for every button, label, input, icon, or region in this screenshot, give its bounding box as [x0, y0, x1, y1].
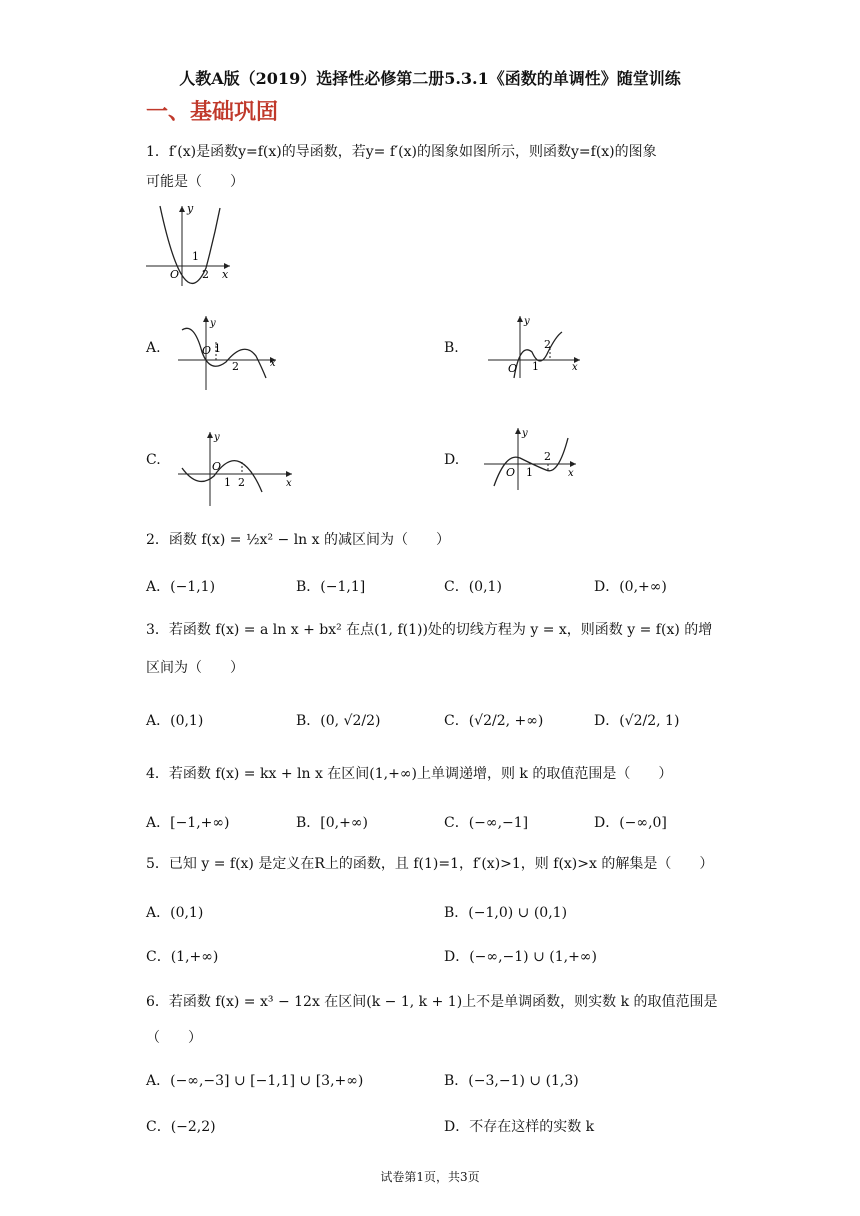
- svg-text:1: 1: [214, 342, 221, 355]
- svg-text:O: O: [506, 466, 516, 479]
- svg-text:2: 2: [232, 360, 239, 373]
- q3-option-d[interactable]: D．(√2/2, 1): [594, 713, 680, 729]
- svg-text:x: x: [270, 358, 276, 369]
- option-d-label[interactable]: D.: [444, 452, 460, 468]
- svg-text:O: O: [202, 344, 212, 357]
- svg-text:O: O: [212, 460, 222, 473]
- q2-option-c[interactable]: C．(0,1): [444, 579, 502, 595]
- option-b-label[interactable]: B.: [444, 340, 459, 356]
- q5-option-b[interactable]: B．(−1,0) ∪ (0,1): [444, 905, 568, 921]
- svg-text:O: O: [508, 362, 518, 375]
- svg-text:2: 2: [238, 476, 245, 489]
- tick-label-2: 2: [202, 268, 209, 281]
- q2-option-b[interactable]: B．(−1,1]: [296, 579, 366, 595]
- axis-y-label: y: [187, 202, 194, 215]
- q5-option-d[interactable]: D．(−∞,−1) ∪ (1,+∞): [444, 949, 597, 965]
- q4-option-a[interactable]: A．[−1,+∞): [146, 815, 230, 831]
- question-5-text: 5．已知 y = f(x) 是定义在R上的函数，且 f(1)=1，f′(x)>1，则 f(x)>x 的解集是（ ）: [146, 856, 714, 872]
- svg-text:x: x: [286, 478, 292, 489]
- question-3-text-cont: 区间为（ ）: [146, 660, 244, 676]
- question-4-text: 4．若函数 f(x) = kx + ln x 在区间(1,+∞)上单调递增，则 k 的取值范围是（ ）: [146, 766, 673, 782]
- q4-option-d[interactable]: D．(−∞,0]: [594, 815, 667, 831]
- question-6-text: 6．若函数 f(x) = x³ − 12x 在区间(k − 1, k + 1)上不是单调函数，则实数 k 的取值范围是: [146, 994, 718, 1010]
- axis-x-label: x: [222, 268, 229, 281]
- svg-text:y: y: [522, 428, 528, 439]
- q2-option-a[interactable]: A．(−1,1): [146, 579, 216, 595]
- q4-option-b[interactable]: B．[0,+∞): [296, 815, 368, 831]
- origin-label: O: [170, 268, 180, 281]
- option-c-graph: [174, 428, 296, 508]
- option-a-graph: [174, 312, 284, 392]
- q3-option-b[interactable]: B．(0, √2/2): [296, 713, 381, 729]
- svg-text:y: y: [214, 432, 220, 443]
- question-2-text: 2．函数 f(x) = ½x² − ln x 的减区间为（ ）: [146, 532, 450, 548]
- section-heading: 一、基础巩固: [146, 99, 279, 125]
- q6-option-a[interactable]: A．(−∞,−3] ∪ [−1,1] ∪ [3,+∞): [146, 1073, 364, 1089]
- page-title: 人教A版（2019）选择性必修第二册5.3.1《函数的单调性》随堂训练: [179, 69, 681, 88]
- svg-text:1: 1: [526, 466, 533, 479]
- question-1-text-cont: 可能是（ ）: [146, 174, 244, 190]
- q6-option-b[interactable]: B．(−3,−1) ∪ (1,3): [444, 1073, 579, 1089]
- q4-option-c[interactable]: C．(−∞,−1]: [444, 815, 529, 831]
- q6-option-c[interactable]: C．(−2,2): [146, 1119, 216, 1135]
- svg-text:y: y: [210, 318, 216, 329]
- svg-text:x: x: [568, 468, 574, 479]
- page-footer: 试卷第1页，共3页: [380, 1170, 480, 1184]
- option-a-label[interactable]: A.: [146, 340, 161, 356]
- question-3-text: 3．若函数 f(x) = a ln x + bx² 在点(1, f(1))处的切线方程为 y = x，则函数 y = f(x) 的增: [146, 622, 713, 638]
- q5-option-a[interactable]: A．(0,1): [146, 905, 204, 921]
- svg-text:1: 1: [224, 476, 231, 489]
- tick-label-1: 1: [192, 250, 199, 263]
- svg-text:2: 2: [544, 338, 551, 351]
- q5-option-c[interactable]: C．(1,+∞): [146, 949, 219, 965]
- option-b-graph: [484, 312, 584, 382]
- svg-text:1: 1: [532, 360, 539, 373]
- q6-option-d[interactable]: D．不存在这样的实数 k: [444, 1119, 595, 1135]
- question-1-text: 1．f′(x)是函数y=f(x)的导函数，若y= f′(x)的图象如图所示，则函数y=f(x)的图象: [146, 144, 657, 160]
- option-d-graph: [480, 424, 580, 494]
- option-c-label[interactable]: C.: [146, 452, 161, 468]
- q3-option-c[interactable]: C．(√2/2, +∞): [444, 713, 544, 729]
- q2-option-d[interactable]: D．(0,+∞): [594, 579, 667, 595]
- q3-option-a[interactable]: A．(0,1): [146, 713, 204, 729]
- svg-text:2: 2: [544, 450, 551, 463]
- svg-text:y: y: [524, 316, 530, 327]
- question-6-text-cont: （ ）: [146, 1030, 202, 1046]
- svg-text:x: x: [572, 362, 578, 373]
- derivative-graph: [142, 198, 237, 290]
